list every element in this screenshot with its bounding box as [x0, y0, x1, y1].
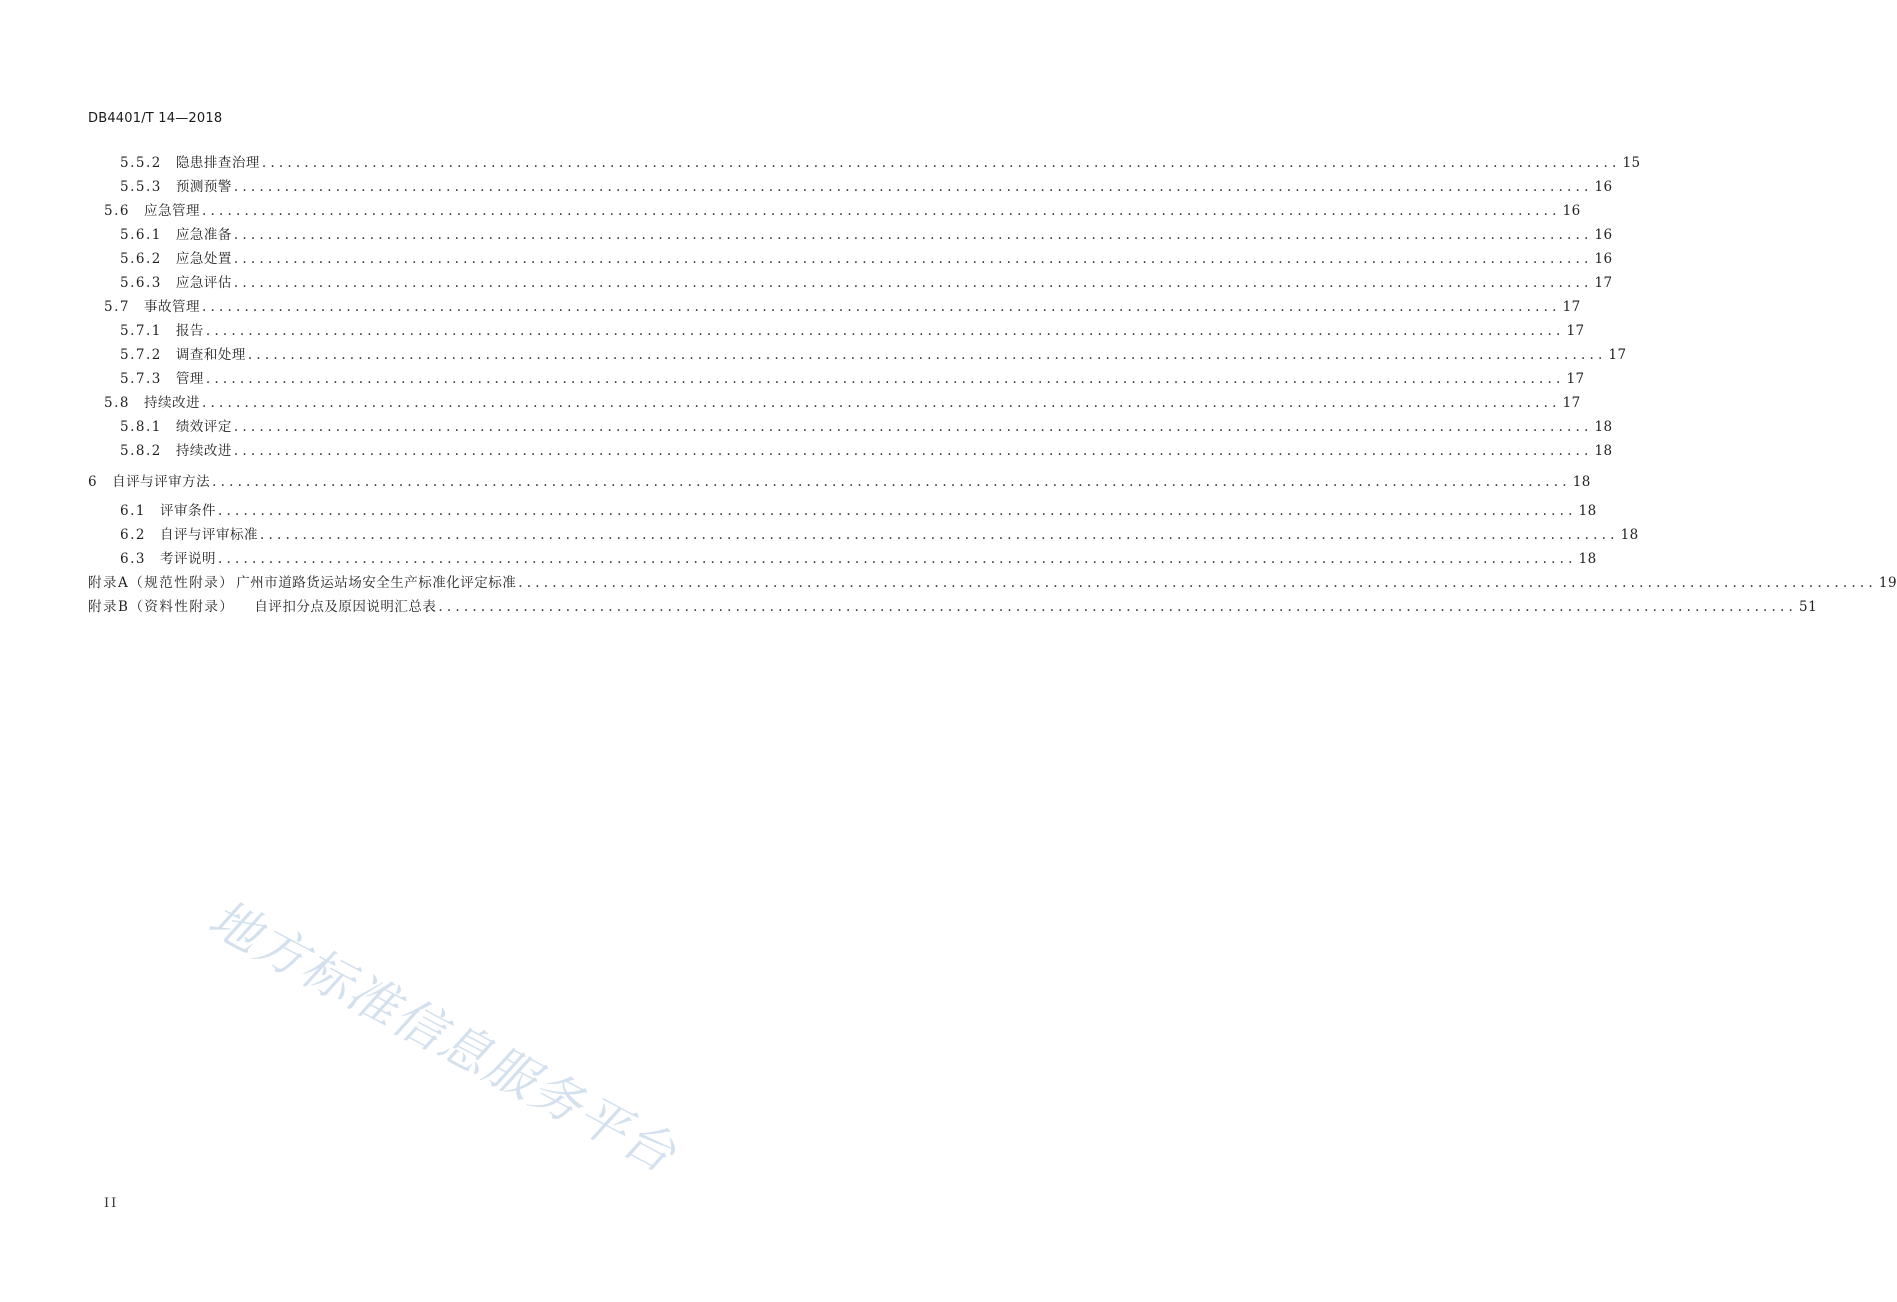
toc-entry-page: 18 [1572, 474, 1591, 490]
toc-dot-leader: ................................................................................................................................................................ [518, 575, 1877, 591]
toc-dot-leader: ................................................................................................................................................................ [201, 395, 1561, 411]
toc-entry[interactable] [104, 294, 1581, 316]
toc-entry[interactable] [120, 318, 1585, 340]
toc-entry-number: 6 [88, 474, 99, 490]
toc-entry-page: 17 [1562, 395, 1581, 411]
toc-entry[interactable] [120, 498, 1597, 520]
toc-entry-title: 自评与评审方法 [112, 474, 211, 490]
toc-entry-number: 附录B（资料性附录） [88, 599, 235, 615]
toc-entry-page: 17 [1562, 299, 1581, 315]
toc-entry-page: 16 [1594, 251, 1613, 267]
toc-entry-number: 6.1 [120, 503, 146, 519]
toc-entry[interactable] [120, 246, 1613, 268]
toc-entry-page: 51 [1799, 599, 1818, 615]
watermark-text: 地方标准信息服务平台 [199, 888, 686, 1185]
toc-dot-leader: ................................................................................................................................................................ [233, 251, 1593, 267]
toc-entry-title: 预测预警 [175, 179, 232, 195]
toc-entry-page: 18 [1578, 551, 1597, 567]
toc-entry-number: 6.3 [120, 551, 146, 567]
toc-entry-number: 附录A（规范性附录） [88, 575, 235, 591]
toc-dot-leader: ................................................................................................................................................................ [259, 527, 1619, 543]
toc-dot-leader: ................................................................................................................................................................ [233, 275, 1593, 291]
toc-entry-title: 绩效评定 [175, 419, 232, 435]
toc-entry-page: 17 [1594, 275, 1613, 291]
toc-dot-leader: ................................................................................................................................................................ [205, 371, 1565, 387]
toc-dot-leader: ................................................................................................................................................................ [217, 551, 1577, 567]
toc-dot-leader: ................................................................................................................................................................ [201, 299, 1561, 315]
toc-dot-leader: ................................................................................................................................................................ [217, 503, 1577, 519]
toc-entry-number: 5.5.2 [120, 155, 162, 171]
toc-entry-number: 5.5.3 [120, 179, 162, 195]
toc-dot-leader: ................................................................................................................................................................ [201, 203, 1561, 219]
toc-dot-leader: ................................................................................................................................................................ [212, 474, 1571, 490]
toc-entry-number: 5.7.3 [120, 371, 162, 387]
toc-entry-page: 18 [1594, 443, 1613, 459]
toc-entry[interactable] [104, 198, 1581, 220]
page-number: II [104, 1196, 119, 1211]
toc-entry[interactable] [120, 366, 1585, 388]
toc-entry-title: 考评说明 [159, 551, 216, 567]
toc-entry-title: 隐患排查治理 [175, 155, 260, 171]
toc-entry[interactable] [120, 546, 1597, 568]
toc-entry[interactable] [120, 270, 1613, 292]
toc-dot-leader: ................................................................................................................................................................ [261, 155, 1621, 171]
toc-entry-page: 15 [1622, 155, 1641, 171]
toc-dot-leader: ................................................................................................................................................................ [233, 227, 1593, 243]
toc-entry-title: 评审条件 [159, 503, 216, 519]
toc-entry[interactable] [88, 594, 1818, 616]
toc-entry-title: 事故管理 [143, 299, 200, 315]
toc-entry-title: 应急准备 [175, 227, 232, 243]
toc-dot-leader: ................................................................................................................................................................ [233, 179, 1593, 195]
toc-entry-title: 应急管理 [143, 203, 200, 219]
toc-entry-number: 5.7 [104, 299, 130, 315]
toc-entry-number: 5.8 [104, 395, 130, 411]
toc-dot-leader: ................................................................................................................................................................ [438, 599, 1798, 615]
toc-entry-page: 19 [1878, 575, 1897, 591]
toc-entry[interactable] [120, 438, 1613, 460]
toc-entry-page: 17 [1566, 323, 1585, 339]
toc-entry[interactable] [88, 469, 1591, 491]
toc-dot-leader: ................................................................................................................................................................ [205, 323, 1565, 339]
toc-dot-leader: ................................................................................................................................................................ [247, 347, 1607, 363]
toc-entry[interactable] [120, 414, 1613, 436]
toc-entry[interactable] [104, 390, 1581, 412]
toc-entry-title: 应急评估 [175, 275, 232, 291]
toc-entry-page: 16 [1594, 227, 1613, 243]
toc-entry-title: 应急处置 [175, 251, 232, 267]
toc-entry-number: 5.6.1 [120, 227, 162, 243]
toc-entry-title: 管理 [175, 371, 204, 387]
toc-entry-page: 17 [1608, 347, 1627, 363]
toc-entry-page: 18 [1594, 419, 1613, 435]
toc-entry[interactable] [88, 570, 1897, 592]
toc-dot-leader: ................................................................................................................................................................ [233, 443, 1593, 459]
document-id: DB4401/T 14—2018 [88, 111, 223, 126]
toc-entry[interactable] [120, 342, 1627, 364]
toc-entry-number: 6.2 [120, 527, 146, 543]
toc-entry-title: 持续改进 [175, 443, 232, 459]
toc-entry-number: 5.7.1 [120, 323, 162, 339]
toc-entry-page: 16 [1562, 203, 1581, 219]
toc-entry-title: 自评与评审标准 [159, 527, 258, 543]
toc-entry-page: 18 [1620, 527, 1639, 543]
toc-entry-number: 5.6.3 [120, 275, 162, 291]
toc-entry[interactable] [120, 174, 1613, 196]
toc-entry-number: 5.6 [104, 203, 130, 219]
toc-entry[interactable] [120, 222, 1613, 244]
toc-entry[interactable] [120, 150, 1641, 172]
toc-entry[interactable] [120, 522, 1639, 544]
toc-entry-number: 5.7.2 [120, 347, 162, 363]
toc-entry-number: 5.8.1 [120, 419, 162, 435]
toc-entry-title: 调查和处理 [175, 347, 246, 363]
toc-entry-title: 自评扣分点及原因说明汇总表 [254, 599, 437, 615]
toc-entry-number: 5.8.2 [120, 443, 162, 459]
toc-entry-page: 18 [1578, 503, 1597, 519]
toc-entry-page: 17 [1566, 371, 1585, 387]
toc-entry-title: 广州市道路货运站场安全生产标准化评定标准 [236, 575, 517, 591]
toc-entry-title: 持续改进 [143, 395, 200, 411]
toc-entry-number: 5.6.2 [120, 251, 162, 267]
toc-dot-leader: ................................................................................................................................................................ [233, 419, 1593, 435]
toc-entry-title: 报告 [175, 323, 204, 339]
toc-entry-page: 16 [1594, 179, 1613, 195]
